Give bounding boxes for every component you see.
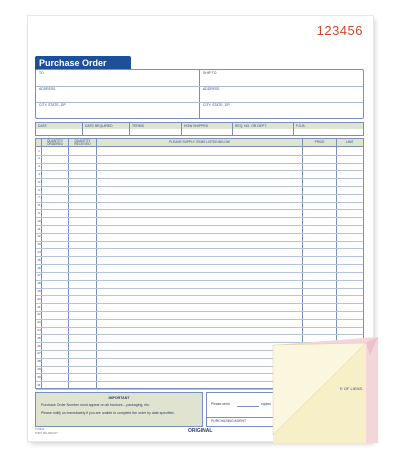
city-label-left: CITY, STATE, ZIP [39, 103, 66, 107]
col-description: PLEASE SUPPLY ITEMS LISTED BELOW [169, 140, 230, 144]
table-row [36, 170, 363, 171]
col-price: PRICE [314, 140, 325, 144]
purchasing-agent-label: PURCHASING AGENT [211, 419, 247, 423]
col-qty-ordered: QUANTITY ORDERED [46, 139, 64, 146]
address-label-right: ADDRESS [203, 87, 220, 91]
to-label: TO [39, 71, 44, 75]
important-box [35, 392, 203, 427]
row-number: 20 [37, 296, 41, 301]
row-number: 15 [37, 257, 41, 262]
meta-fob: F.O.B. [296, 124, 306, 128]
row-number: 10 [37, 218, 41, 223]
meta-date-required: DATE REQUIRED [85, 124, 113, 128]
address-divider [199, 70, 200, 118]
important-line-1: Purchase Order Number must appear on all invoices – packaging, etc. [41, 403, 150, 407]
city-label-right: CITY, STATE, ZIP [203, 103, 230, 107]
table-row [36, 311, 363, 312]
row-number: 6 [38, 187, 40, 192]
meta-terms: TERMS [132, 124, 144, 128]
row-number: 30 [37, 374, 41, 379]
table-row [36, 202, 363, 203]
row-number: 22 [37, 312, 41, 317]
row-number: 3 [38, 164, 40, 169]
copies-text: copies [261, 402, 271, 406]
table-row [36, 225, 363, 226]
row-number: 28 [37, 359, 41, 364]
row-number: 13 [37, 242, 41, 247]
address-label-left: ADDRESS [39, 87, 56, 91]
row-number: 14 [37, 249, 41, 254]
table-row [36, 295, 363, 296]
table-row [36, 319, 363, 320]
back-copy-text: E OF LIENS. [340, 386, 364, 391]
row-number: 1 [38, 148, 40, 153]
row-number: 21 [37, 304, 41, 309]
table-row [36, 248, 363, 249]
row-number: 4 [38, 171, 40, 176]
row-number: 23 [37, 320, 41, 325]
row-number: 27 [37, 351, 41, 356]
table-row [36, 217, 363, 218]
table-row [36, 280, 363, 281]
table-row [36, 241, 363, 242]
form-cert: TOPS ISO-9001 PT [35, 432, 58, 435]
row-number: 12 [37, 234, 41, 239]
table-row [36, 288, 363, 289]
row-number: 8 [38, 203, 40, 208]
row-number: 25 [37, 335, 41, 340]
col-qty-received: QUANTITY RECEIVED [74, 139, 91, 146]
address-block [35, 69, 364, 119]
table-row [36, 327, 363, 328]
table-row [36, 233, 363, 234]
row-number: 5 [38, 179, 40, 184]
po-number: 123456 [316, 23, 363, 38]
meta-req-no: REQ. NO. OR DEPT. [235, 124, 267, 128]
row-number: 11 [37, 226, 41, 231]
table-row [36, 272, 363, 273]
address-line [36, 102, 363, 103]
table-row [36, 163, 363, 164]
table-row [36, 303, 363, 304]
meta-how-shipped: HOW SHIPPED [184, 124, 209, 128]
table-row [36, 264, 363, 265]
address-line [36, 86, 363, 87]
table-row [36, 178, 363, 179]
row-number: 24 [37, 328, 41, 333]
row-number: 16 [37, 265, 41, 270]
row-number: 2 [38, 156, 40, 161]
row-number: 19 [37, 289, 41, 294]
table-row [36, 256, 363, 257]
table-row [36, 194, 363, 195]
important-heading: IMPORTANT [108, 396, 130, 400]
ship-to-label: SHIP TO [203, 71, 217, 75]
table-row [36, 155, 363, 156]
table-row [36, 186, 363, 187]
row-number: 29 [37, 367, 41, 372]
table-row [36, 209, 363, 210]
copy-label: ORIGINAL [188, 428, 213, 434]
col-unit: UNIT [346, 140, 354, 144]
row-number: 9 [38, 210, 40, 215]
row-number: 26 [37, 343, 41, 348]
row-number: 17 [37, 273, 41, 278]
form-code: TC5831 [35, 428, 45, 431]
please-send-text: Please send [211, 402, 230, 406]
order-meta-row [35, 122, 364, 136]
carbon-copies-corner [270, 335, 380, 445]
row-number: 31 [37, 382, 41, 387]
important-line-2: Please notify us immediately if you are unable to complete the order by date specified. [41, 410, 175, 415]
meta-date: DATE [38, 124, 47, 128]
form-title: Purchase Order [35, 56, 131, 70]
row-number: 7 [38, 195, 40, 200]
copies-blank-line [237, 406, 259, 407]
row-number: 18 [37, 281, 41, 286]
